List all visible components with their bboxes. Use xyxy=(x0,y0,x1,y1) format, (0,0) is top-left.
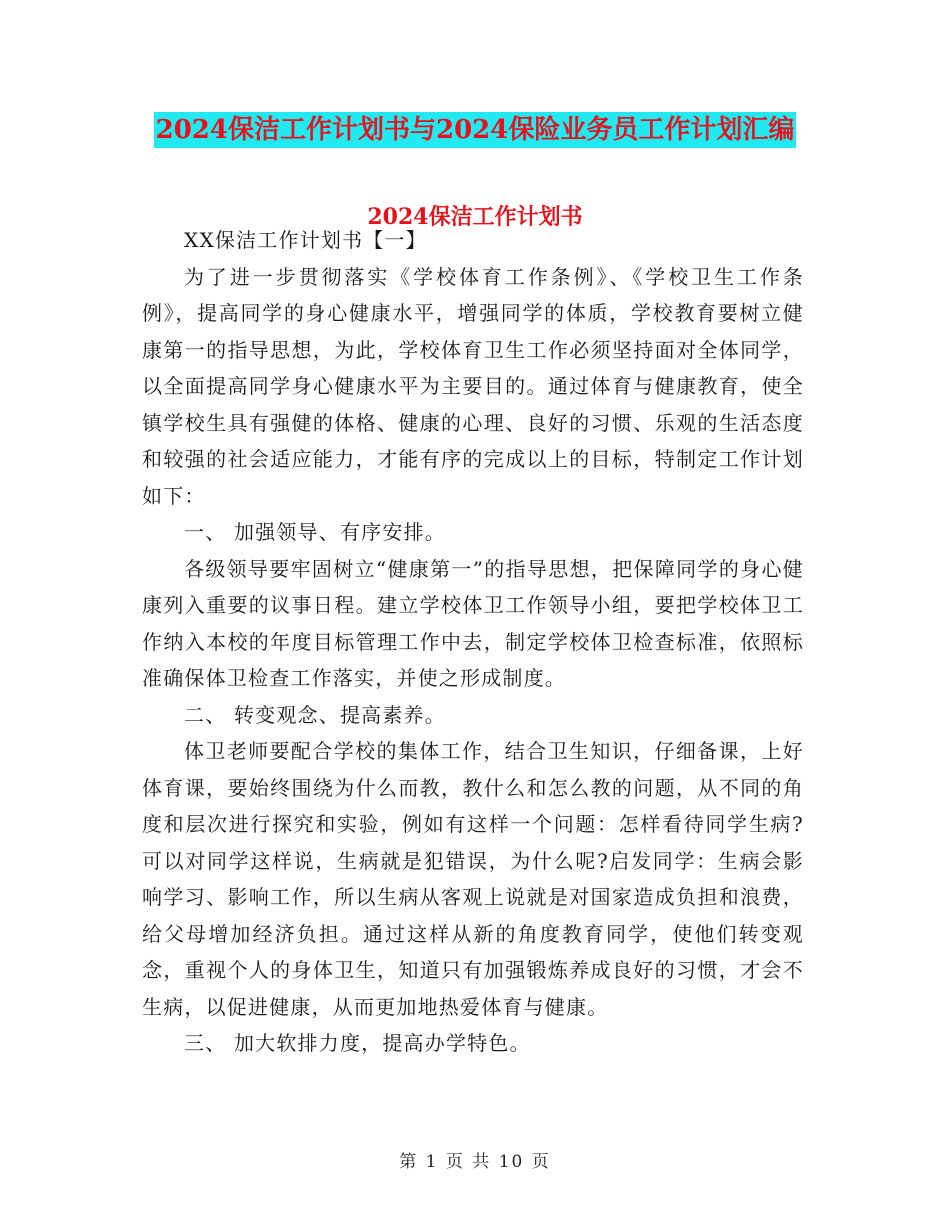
paragraph-heading: 三、 加大软排力度，提高办学特色。 xyxy=(184,1031,531,1055)
paragraph-heading: 一、 加强领导、有序安排。 xyxy=(184,520,446,544)
paragraph: 各级领导要牢固树立“健康第一”的指导思想，把保障同学的身心健康列入重要的议事日程。建立学校体卫工作领导小组，要把学校体卫工作纳入本校的年度目标管理工作中去，制定学校体卫检查标准，依照标准确保体卫检查工作落实，并使之形成制度。 xyxy=(142,556,804,690)
section-title: 2024保洁工作计划书 xyxy=(367,204,583,230)
paragraph: 体卫老师要配合学校的集体工作，结合卫生知识，仔细备课，上好体育课，要始终围绕为什么而教，教什么和怎么教的问题，从不同的角度和层次进行探究和实验，例如有这样一个问题：怎样看待同学生病?可以对同学这样说，生病就是犯错误，为什么呢?启发同学：生病会影响学习、影响工作，所以生病从客观上说就是对国家造成负担和浪费，给父母增加经济负担。通过这样从新的角度教育同学，使他们转变观念，重视个人的身体卫生，知道只有加强锻炼养成良好的习惯，才会不生病，以促进健康，从而更加地热爱体育与健康。 xyxy=(142,739,804,1019)
main-title-container xyxy=(0,112,950,148)
paragraph-heading: 二、 转变观念、提高素养。 xyxy=(184,702,446,727)
body-text xyxy=(142,222,804,1062)
page-footer: 第 1 页 共 10 页 xyxy=(399,1152,551,1172)
main-title: 2024保洁工作计划书与2024保险业务员工作计划汇编 xyxy=(154,112,797,148)
paragraph-heading: XX保洁工作计划书【一】 xyxy=(184,228,427,252)
paragraph: 为了进一步贯彻落实《学校体育工作条例》、《学校卫生工作条例》，提高同学的身心健康水平，增强同学的体质，学校教育要树立健康第一的指导思想，为此，学校体育卫生工作必须坚持面对全体同学，以全面提高同学身心健康水平为主要目的。通过体育与健康教育，使全镇学校生具有强健的体格、健康的心理、良好的习惯、乐观的生活态度和较强的社会适应能力，才能有序的完成以上的目标，特制定工作计划如下： xyxy=(142,264,804,508)
